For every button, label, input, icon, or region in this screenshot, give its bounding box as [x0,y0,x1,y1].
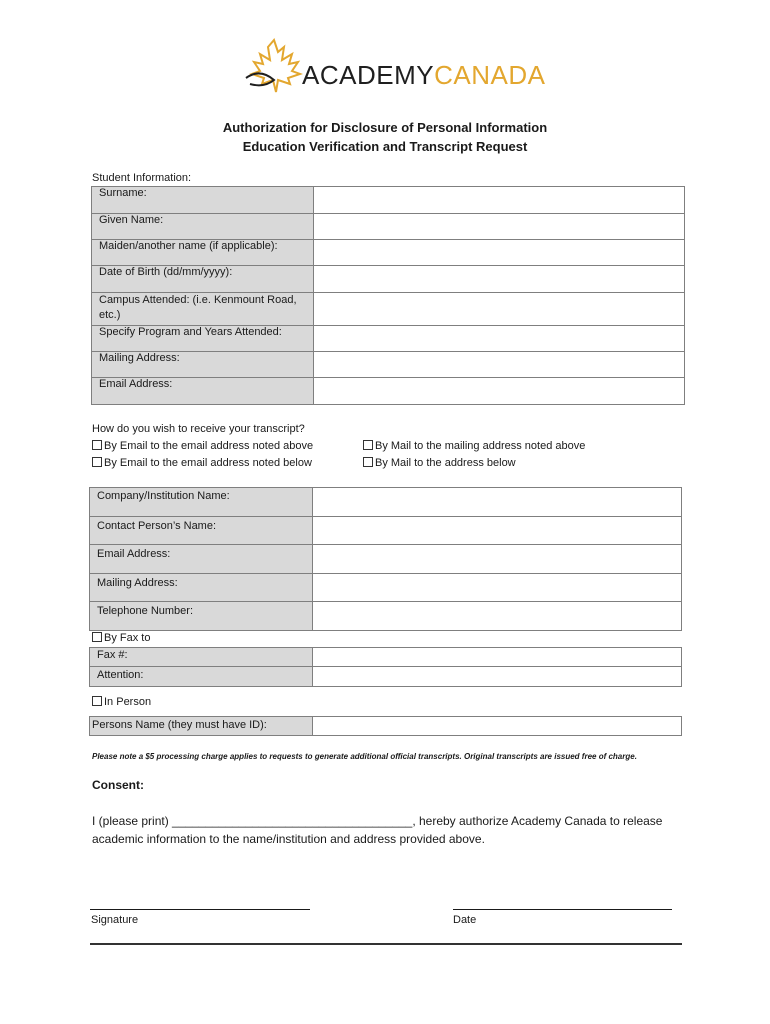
attention-field[interactable] [312,667,681,687]
table-row [92,378,685,405]
signature-line[interactable] [90,909,310,910]
academy-canada-logo [240,38,546,94]
fax-number-label: Fax #: [90,648,313,667]
table-row [92,214,685,240]
option-in-person[interactable] [92,696,151,708]
checkbox[interactable] [92,632,102,642]
brand-part-canada: CANADA [434,60,546,90]
recipient-email-label: Email Address: [90,545,313,574]
option-label: By Email to the email address noted below [104,457,312,469]
table-row [90,602,682,631]
checkbox[interactable] [363,457,373,467]
company-name-field[interactable] [312,488,681,517]
date-of-birth-label: Date of Birth (dd/mm/yyyy): [92,266,314,293]
option-label: By Mail to the mailing address noted above [375,440,586,452]
table-row [92,266,685,293]
date-label: Date [453,914,477,926]
checkbox[interactable] [92,696,102,706]
program-years-field[interactable] [313,326,684,352]
option-label: By Email to the email address noted above [104,440,314,452]
option-by-fax[interactable] [92,632,150,644]
contact-person-field[interactable] [312,517,681,545]
date-line[interactable] [453,909,672,910]
date-of-birth-field[interactable] [313,266,684,293]
maiden-name-field[interactable] [313,240,684,266]
telephone-label: Telephone Number: [90,602,313,631]
attention-label: Attention: [90,667,313,687]
consent-prefix: I (please print) [92,814,173,828]
brand-wordmark [302,60,545,91]
program-years-label: Specify Program and Years Attended: [92,326,314,352]
delivery-question: How do you wish to receive your transcript? [92,423,305,435]
print-name-blank[interactable]: ____________________________________ [172,814,413,828]
student-info-heading: Student Information: [92,172,192,184]
surname-label: Surname: [92,187,314,214]
table-row [92,326,685,352]
persons-name-field[interactable] [312,717,681,736]
option-label: By Mail to the address below [375,457,516,469]
mailing-address-label: Mailing Address: [92,352,314,378]
recipient-mailing-field[interactable] [312,574,681,602]
given-name-field[interactable] [313,214,684,240]
table-row [90,517,682,545]
maple-leaf-icon [240,38,310,94]
option-email-above[interactable] [92,440,313,452]
table-row [90,667,682,687]
table-row [92,293,685,326]
recipient-mailing-label: Mailing Address: [90,574,313,602]
recipient-email-field[interactable] [312,545,681,574]
persons-name-label: Persons Name (they must have ID): [90,717,313,736]
table-row [90,648,682,667]
given-name-label: Given Name: [92,214,314,240]
campus-attended-label: Campus Attended: (i.e. Kenmount Road, etc.) [92,293,314,326]
fax-number-field[interactable] [312,648,681,667]
checkbox[interactable] [92,457,102,467]
signature-label: Signature [91,914,139,926]
consent-suffix: , hereby authorize Academy Canada to release academic information to the name/institution and address provided above. [92,814,663,846]
fax-table [89,647,682,687]
consent-text [92,812,692,848]
option-email-below[interactable] [92,457,312,469]
option-mail-below[interactable] [363,457,516,469]
bottom-rule [90,943,682,945]
email-address-label: Email Address: [92,378,314,405]
option-label: In Person [104,696,152,708]
option-label: By Fax to [104,632,151,644]
table-row [92,240,685,266]
in-person-table [89,716,682,736]
form-title: Authorization for Disclosure of Personal Information [222,120,548,135]
mailing-address-field[interactable] [313,352,684,378]
telephone-field[interactable] [312,602,681,631]
email-address-field[interactable] [313,378,684,405]
company-name-label: Company/Institution Name: [90,488,313,517]
table-row [90,488,682,517]
table-row [90,574,682,602]
contact-person-label: Contact Person’s Name: [90,517,313,545]
brand-part-academy: ACADEMY [302,60,435,90]
table-row [90,545,682,574]
student-info-table [91,186,685,405]
recipient-table [89,487,682,631]
table-row [92,187,685,214]
table-row [90,717,682,736]
processing-charge-note: Please note a $5 processing charge applies to requests to generate additional official transcripts. Original transcripts are issued free of charge. [92,752,637,761]
table-row [92,352,685,378]
maiden-name-label: Maiden/another name (if applicable): [92,240,314,266]
surname-field[interactable] [313,187,684,214]
consent-heading: Consent: [92,778,144,792]
campus-attended-field[interactable] [313,293,684,326]
form-subtitle: Education Verification and Transcript Request [242,139,528,154]
checkbox[interactable] [363,440,373,450]
option-mail-above[interactable] [363,440,585,452]
checkbox[interactable] [92,440,102,450]
